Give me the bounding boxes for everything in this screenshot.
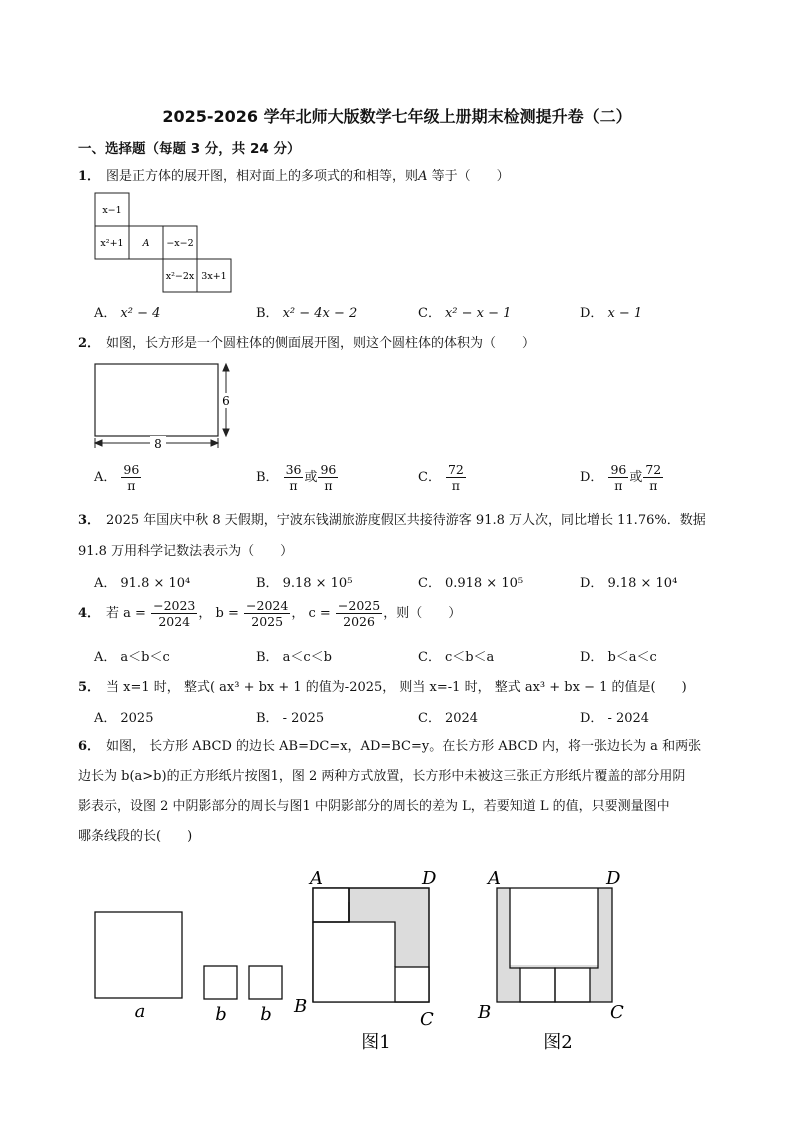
q3-option-c[interactable]: C． 0.918 × 10⁵ (418, 576, 524, 591)
question-3-line-1: 3． 2025 年国庆中秋 8 天假期，宁波东钱湖旅游度假区共接待游客 91.8 万人次，同比增长 11.76%．数据 (78, 513, 706, 528)
q1-option-b[interactable]: B． x² − 4x − 2 (256, 306, 358, 321)
question-number: 1． (78, 169, 101, 184)
question-number: 5． (78, 680, 101, 695)
question-6-line-2: 边长为 b(a>b)的正方形纸片按图1，图 2 两种方式放置，长方形中未被这三张正方形纸片覆盖的部分用阴 (78, 769, 686, 784)
q3-option-b[interactable]: B． 9.18 × 10⁵ (256, 576, 353, 591)
fig2-label-c: C (610, 1002, 624, 1023)
fig1-label-b: B (294, 996, 308, 1017)
question-6-line-1: 6． 如图， 长方形 ABCD 的边长 AB=DC=x，AD=BC=y。在长方形 ABCD 内，将一张边长为 a 和两张 (78, 739, 702, 754)
fig1-label-c: C (420, 1009, 434, 1030)
q4-option-a[interactable]: A． a＜b＜c (94, 650, 170, 665)
q3-option-a[interactable]: A． 91.8 × 10⁴ (94, 576, 191, 591)
q1-option-c[interactable]: C． x² − x − 1 (418, 306, 512, 321)
q1-option-d[interactable]: D． x − 1 (580, 306, 643, 321)
net-cell-4: −x−2 (166, 238, 194, 249)
q2-option-c[interactable]: C． $\frac{72}{\pi}$ (418, 462, 464, 493)
section-heading: 一、选择题（每题 3 分，共 24 分） (78, 141, 301, 157)
question-5-stem: 5． 当 x=1 时， 整式( ax³ + bx + 1 的值为-2025， 则当 x=-1 时， 整式 ax³ + bx − 1 的值是( ) (78, 680, 687, 695)
height-label: 6 (222, 394, 230, 408)
net-cell-5: x²−2x (165, 271, 195, 282)
net-cell-6: 3x+1 (201, 271, 227, 282)
q5-option-c[interactable]: C． 2024 (418, 711, 479, 726)
figure-2 (477, 868, 624, 1053)
fig2-caption: 图2 (543, 1032, 573, 1053)
width-label: 8 (154, 437, 162, 451)
label-b-2: b (260, 1004, 272, 1025)
label-a: a (134, 1001, 146, 1022)
net-cell-1: x−1 (102, 205, 122, 216)
question-6-line-3: 影表示，设图 2 中阴影部分的周长与图1 中阴影部分的周长的差为 L，若要知道 L 的值，只要测量图中 (78, 799, 670, 814)
fig2-label-b: B (478, 1002, 492, 1023)
label-b-1: b (215, 1004, 227, 1025)
question-number: 2． (78, 336, 101, 351)
net-cell-3: A (142, 238, 150, 249)
q4-option-d[interactable]: D． b＜a＜c (580, 650, 657, 665)
square-a (95, 912, 182, 998)
net-cell-2: x²+1 (100, 238, 124, 249)
q2-option-a[interactable]: A． $\frac{96}{\pi}$ (94, 462, 140, 493)
fig1-caption: 图1 (361, 1032, 391, 1053)
square-b-2 (249, 966, 282, 999)
question-number: 6． (78, 739, 101, 754)
cube-net-figure (94, 192, 234, 294)
fig2-label-a: A (488, 868, 501, 889)
q3-option-d[interactable]: D． 9.18 × 10⁴ (580, 576, 678, 591)
question-1-stem: 1． 图是正方体的展开图，相对面上的多项式的和相等，则A 等于（ ） (78, 169, 510, 184)
q5-option-b[interactable]: B． - 2025 (256, 711, 325, 726)
question-6-line-4: 哪条线段的长( ) (78, 829, 193, 844)
question-3-line-2: 91.8 万用科学记数法表示为（ ） (78, 544, 294, 559)
q5-option-a[interactable]: A． 2025 (94, 711, 154, 726)
rectangle-figure (92, 360, 238, 456)
question-2-stem: 2． 如图，长方形是一个圆柱体的侧面展开图，则这个圆柱体的体积为（ ） (78, 336, 536, 351)
question-number: 3． (78, 513, 101, 528)
squares-figure (80, 862, 640, 1062)
figure-1 (293, 868, 437, 1053)
square-b-1 (204, 966, 237, 999)
question-4-stem: 4． 若 a = $\frac{-2023}{2024}$ ， b = $\frac{-2024}{2025}$ ， c = $\frac{-2025}{2026}$ ，则（ ） (78, 598, 462, 629)
fig1-label-a: A (310, 868, 323, 889)
question-number: 4． (78, 606, 101, 621)
fig2-label-d: D (606, 868, 621, 889)
q5-option-d[interactable]: D． - 2024 (580, 711, 650, 726)
q2-option-b[interactable]: B． $\frac{36}{\pi}$ 或 $\frac{96}{\pi}$ (256, 462, 337, 493)
q4-option-b[interactable]: B． a＜c＜b (256, 650, 332, 665)
q4-option-c[interactable]: C． c＜b＜a (418, 650, 495, 665)
page-title: 2025-2026 学年北师大版数学七年级上册期末检测提升卷（二） (162, 107, 632, 126)
fig1-label-d: D (422, 868, 437, 889)
q1-option-a[interactable]: A． x² − 4 (94, 306, 161, 321)
q2-option-d[interactable]: D． $\frac{96}{\pi}$ 或 $\frac{72}{\pi}$ (580, 462, 662, 493)
